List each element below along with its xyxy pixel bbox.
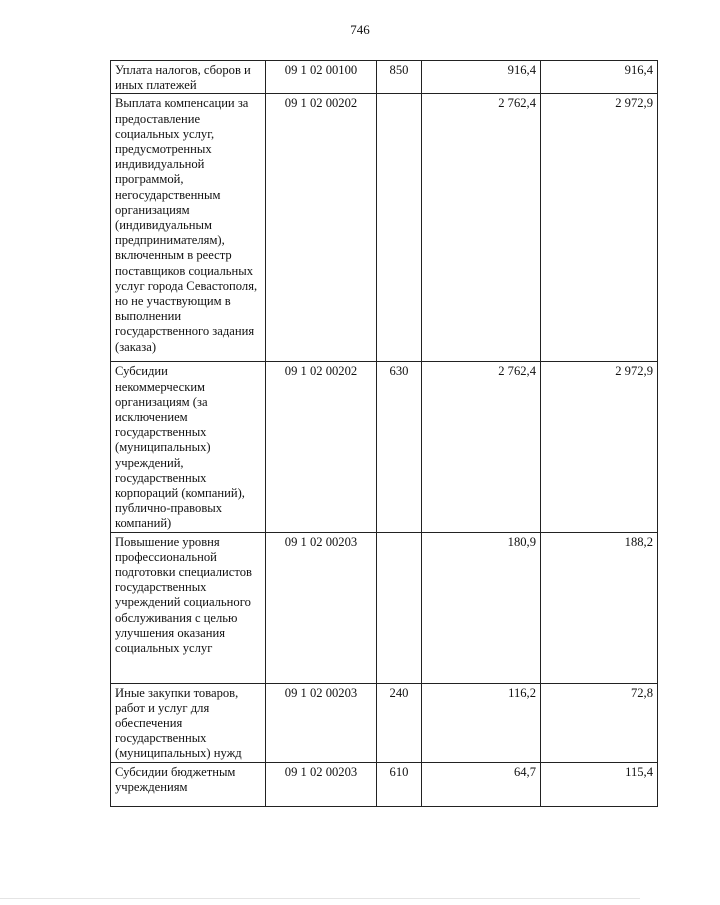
row-name-cell: Иные закупки товаров, работ и услуг для обеспечения государственных (муниципальных) нужд	[111, 683, 266, 762]
amount-year-1-cell: 64,7	[422, 762, 541, 806]
expense-type-cell: 240	[377, 683, 422, 762]
amount-year-2-cell: 2 972,9	[541, 94, 658, 362]
target-article-code-cell: 09 1 02 00202	[266, 94, 377, 362]
target-article-code-cell: 09 1 02 00202	[266, 362, 377, 532]
budget-table	[110, 60, 658, 807]
expense-type-cell: 850	[377, 61, 422, 94]
table-row	[111, 762, 658, 806]
table-row	[111, 362, 658, 532]
expense-type-cell: 610	[377, 762, 422, 806]
row-name-cell: Субсидии некоммерческим организациям (за исключением государственных (муниципальных) учреждений, государственных корпораций (компаний), публично-правовых компаний)	[111, 362, 266, 532]
amount-year-2-cell: 72,8	[541, 683, 658, 762]
amount-year-1-cell: 116,2	[422, 683, 541, 762]
row-name-cell: Уплата налогов, сборов и иных платежей	[111, 61, 266, 94]
table-row	[111, 94, 658, 362]
expense-type-cell: 630	[377, 362, 422, 532]
amount-year-1-cell: 916,4	[422, 61, 541, 94]
expense-type-cell	[377, 94, 422, 362]
row-name-cell: Повышение уровня профессиональной подготовки специалистов государственных учреждений социального обслуживания с целью улучшения оказания социальных услуг	[111, 532, 266, 683]
page-edge-divider	[0, 898, 640, 899]
target-article-code-cell: 09 1 02 00203	[266, 683, 377, 762]
amount-year-1-cell: 2 762,4	[422, 362, 541, 532]
target-article-code-cell: 09 1 02 00100	[266, 61, 377, 94]
table-row	[111, 532, 658, 683]
amount-year-2-cell: 188,2	[541, 532, 658, 683]
row-name-cell: Субсидии бюджетным учреждениям	[111, 762, 266, 806]
target-article-code-cell: 09 1 02 00203	[266, 762, 377, 806]
table-row	[111, 683, 658, 762]
amount-year-2-cell: 2 972,9	[541, 362, 658, 532]
row-name-cell: Выплата компенсации за предоставление социальных услуг, предусмотренных индивидуальной программой, негосударственным организациям (индивидуальным предпринимателям), включенным в реестр поставщиков социальных услуг города Севастополя, но не участвующим в выполнении государственного задания (заказа)	[111, 94, 266, 362]
amount-year-2-cell: 916,4	[541, 61, 658, 94]
amount-year-2-cell: 115,4	[541, 762, 658, 806]
amount-year-1-cell: 180,9	[422, 532, 541, 683]
target-article-code-cell: 09 1 02 00203	[266, 532, 377, 683]
table-row	[111, 61, 658, 94]
expense-type-cell	[377, 532, 422, 683]
page-number: 746	[350, 22, 370, 37]
amount-year-1-cell: 2 762,4	[422, 94, 541, 362]
